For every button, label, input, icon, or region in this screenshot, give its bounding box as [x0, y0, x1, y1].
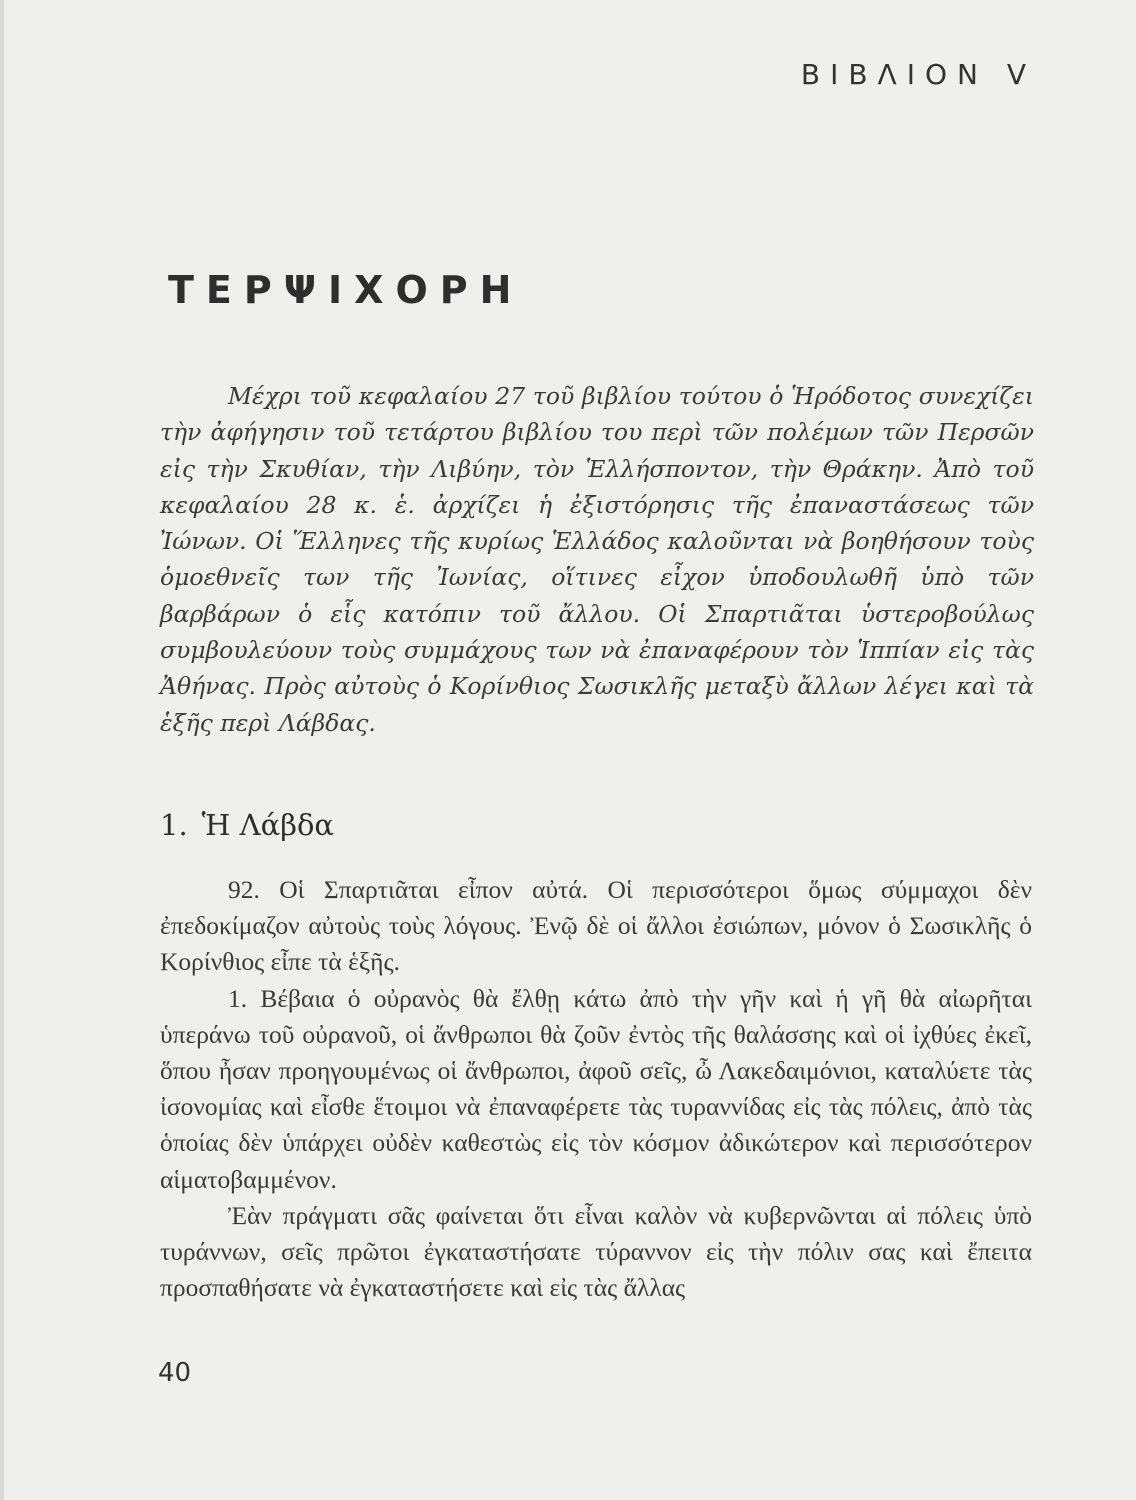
chapter-title: ΤΕΡΨΙΧΟΡΗ [168, 268, 524, 312]
section-heading [160, 808, 334, 842]
paragraph: Ἐὰν πράγματι σᾶς φαίνεται ὅτι εἶναι καλὸν νὰ κυβερνῶνται αἱ πόλεις ὑπὸ τυράννων, σεῖς πρῶτοι ἐγκαταστήσατε τύραννον εἰς τὴν πόλιν σας καὶ ἔπειτα προσπαθήσατε νὰ ἐγκαταστήσετε καὶ εἰς τὰς ἄλλας [160, 1200, 1032, 1303]
body-text [160, 872, 1032, 1306]
running-head: ΒΙΒΛΙΟΝ V [800, 58, 1036, 91]
paragraph: 92. Οἱ Σπαρτιᾶται εἶπον αὐτά. Οἱ περισσότεροι ὅμως σύμμαχοι δὲν ἐπεδοκίμαζον αὐτοὺς τοὺς λόγους. Ἐνῷ δὲ οἱ ἄλλοι ἐσιώπων, μόνον ὁ Σωσικλῆς ὁ Κορίνθιος εἶπε τὰ ἑξῆς. [160, 875, 1032, 977]
paragraph: 1. Βέβαια ὁ οὐρανὸς θὰ ἔλθῃ κάτω ἀπὸ τὴν γῆν καὶ ἡ γῆ θὰ αἰωρῆται ὑπεράνω τοῦ οὐρανοῦ, οἱ ἄνθρωποι θὰ ζοῦν ἐντὸς τῆς θαλάσσης καὶ οἱ ἰχθύες ἐκεῖ, ὅπου ἦσαν προηγουμένως οἱ ἄνθρωποι, ἀφοῦ σεῖς, ὦ Λακεδαιμόνιοι, καταλύετε τὰς ἰσονομίας καὶ εἶσθε ἕτοιμοι νὰ ἐπαναφέρετε τὰς τυραννίδας εἰς τὰς πόλεις, ἀπὸ τὰς ὁποίας δὲν ὑπάρχει οὐδὲν καθεστὼς εἰς τὸν κόσμον ἀδικώτερον καὶ περισσότερον αἱματοβαμμένον. [160, 983, 1032, 1194]
section-title: Ἡ Λάβδα [201, 808, 334, 842]
section-number: 1. [160, 808, 188, 842]
page-edge [0, 0, 4, 1500]
page-number: 40 [158, 1358, 192, 1388]
chapter-summary: Μέχρι τοῦ κεφαλαίου 27 τοῦ βιβλίου τούτου ὁ Ἡρόδοτος συνεχίζει τὴν ἀφήγησιν τοῦ τετάρτου βιβλίου του περὶ τῶν πολέμων τῶν Περσῶν εἰς τὴν Σκυθίαν, τὴν Λιβύην, τὸν Ἑλλήσποντον, τὴν Θράκην. Ἀπὸ τοῦ κεφαλαίου 28 κ. ἑ. ἀρχίζει ἡ ἐξιστόρησις τῆς ἐπαναστάσεως τῶν Ἰώνων. Οἱ Ἕλληνες τῆς κυρίως Ἑλλάδος καλοῦνται νὰ βοηθήσουν τοὺς ὁμοεθνεῖς των τῆς Ἰωνίας, οἵτινες εἶχον ὑποδουλωθῆ ὑπὸ τῶν βαρβάρων ὁ εἷς κατόπιν τοῦ ἄλλου. Οἱ Σπαρτιᾶται ὑστεροβούλως συμβουλεύουν τοὺς συμμάχους των νὰ ἐπαναφέρουν τὸν Ἱππίαν εἰς τὰς Ἀθήνας. Πρὸς αὐτοὺς ὁ Κορίνθιος Σωσικλῆς μεταξὺ ἄλλων λέγει καὶ τὰ ἑξῆς περὶ Λάβδας. [160, 382, 1034, 737]
